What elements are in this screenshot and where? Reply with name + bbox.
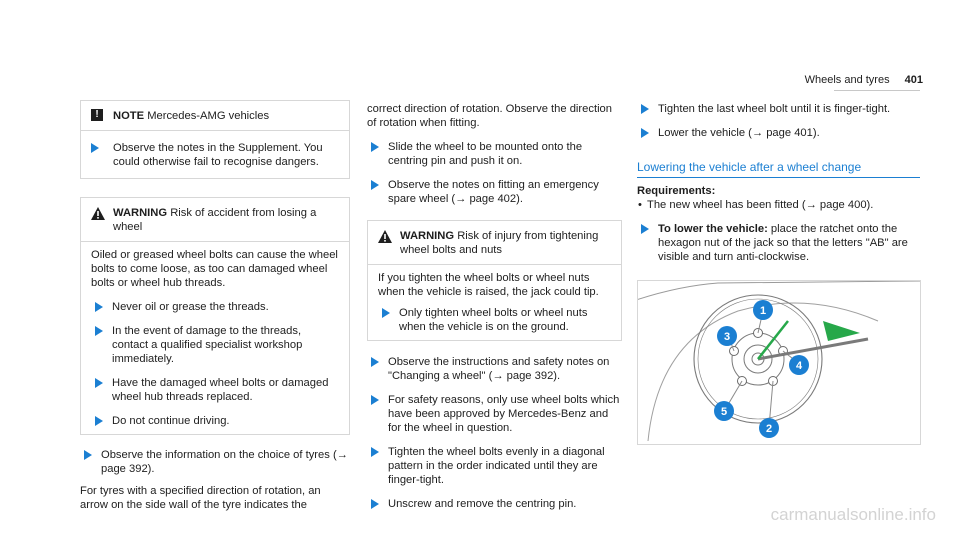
svg-text:1: 1 <box>759 305 767 317</box>
step: Unscrew and remove the centring pin. <box>371 497 622 511</box>
warning-label: WARNING <box>113 207 168 219</box>
warning-box-tightening <box>367 220 622 341</box>
choice-of-tyres-step: Observe the information on the choice of tyres (→ page 392). <box>84 448 350 476</box>
warning-body: If you tighten the wheel bolts or wheel nuts when the vehicle is raised, the jack could tip. <box>378 272 599 298</box>
warning-title: Risk of accident from losing a wheel <box>113 207 317 233</box>
note-label: NOTE <box>113 110 145 122</box>
arrow-icon <box>371 180 379 190</box>
step: Slide the wheel to be mounted onto the centring pin and push it on. <box>371 140 622 168</box>
step: Tighten the wheel bolts evenly in a diagonal pattern in the order indicated until they are finger-tight. <box>371 445 622 487</box>
arrow-icon <box>95 416 103 426</box>
arrow-icon <box>641 104 649 114</box>
step: For safety reasons, only use wheel bolts which have been approved by Mercedes-Benz and for the wheel in question. <box>371 393 622 435</box>
note-title: Mercedes-AMG vehicles <box>147 110 270 122</box>
arrow-icon <box>382 308 390 318</box>
running-header <box>805 73 923 87</box>
svg-text:5: 5 <box>720 406 728 418</box>
warning-step: In the event of damage to the threads, contact a qualified specialist workshop immediately. <box>95 324 339 366</box>
note-step: Observe the notes in the Supplement. You could otherwise fail to recognise dangers. <box>91 141 339 169</box>
svg-text:4: 4 <box>795 360 803 372</box>
warning-label: WARNING <box>400 230 455 242</box>
warning-body: Oiled or greased wheel bolts can cause the wheel bolts to come loose, as too can damaged wheel bolts or wheel hub threads. <box>91 249 338 289</box>
arrow-icon <box>84 450 92 460</box>
arrow-icon <box>641 128 649 138</box>
section-title: Lowering the vehicle after a wheel change <box>637 160 862 174</box>
column-3 <box>637 102 920 435</box>
watermark: carmanualsonline.info <box>770 505 936 524</box>
arrow-icon <box>95 378 103 388</box>
step: Lower the vehicle (→ page 401). <box>641 126 920 140</box>
warning-step: Only tighten wheel bolts or wheel nuts when the vehicle is on the ground. <box>382 306 611 334</box>
requirement-item: • The new wheel has been fitted (→ page 400). <box>638 199 874 211</box>
rotation-paragraph-cont: correct direction of rotation. Observe the direction of rotation when fitting. <box>367 103 612 129</box>
arrow-icon <box>95 326 103 336</box>
arrow-icon <box>371 395 379 405</box>
warning-triangle-icon <box>91 207 105 220</box>
exclamation-icon: ! <box>91 109 103 121</box>
requirements-label: Requirements: <box>637 185 716 197</box>
note-box <box>80 100 350 179</box>
step: Observe the instructions and safety notes on "Changing a wheel" (→ page 392). <box>371 355 622 383</box>
callout-2 <box>759 418 779 438</box>
svg-text:2: 2 <box>765 423 773 435</box>
header-rule <box>834 90 920 91</box>
callout-3 <box>717 326 737 346</box>
warning-triangle-icon <box>378 230 392 243</box>
page-number: 401 <box>904 74 923 86</box>
arrow-icon <box>91 143 99 153</box>
warning-box-wheel <box>80 197 350 435</box>
arrow-icon <box>371 142 379 152</box>
warning-step: Never oil or grease the threads. <box>95 300 339 314</box>
wheel-bolt-diagram <box>638 281 920 444</box>
column-2 <box>367 102 622 511</box>
wheel-bolt-figure <box>637 280 921 445</box>
arrow-icon <box>641 224 649 234</box>
arrow-icon <box>371 357 379 367</box>
column-1 <box>80 100 350 512</box>
arrow-icon <box>95 302 103 312</box>
warning-step: Do not continue driving. <box>95 414 339 428</box>
svg-text:3: 3 <box>723 331 731 343</box>
bullet: • <box>638 199 642 211</box>
callout-4 <box>789 355 809 375</box>
warning-title: Risk of injury from tightening wheel bolts and nuts <box>400 230 599 256</box>
warning-step: Have the damaged wheel bolts or damaged wheel hub threads replaced. <box>95 376 339 404</box>
chapter-title: Wheels and tyres <box>804 74 890 86</box>
callout-lines <box>723 311 797 427</box>
arrow-icon <box>371 447 379 457</box>
callout-5 <box>714 401 734 421</box>
step: Observe the notes on fitting an emergency spare wheel (→ page 402). <box>371 178 622 206</box>
step: Tighten the last wheel bolt until it is finger-tight. <box>641 102 920 116</box>
callout-1 <box>753 300 773 320</box>
rotation-paragraph: For tyres with a specified direction of rotation, an arrow on the side wall of the tyre indicates the <box>80 485 321 511</box>
lower-vehicle-step: To lower the vehicle: place the ratchet onto the hexagon nut of the jack so that the letters "AB" are visible and turn anti-clockwise. <box>641 222 920 264</box>
arrow-icon <box>371 499 379 509</box>
section-rule <box>637 177 920 178</box>
